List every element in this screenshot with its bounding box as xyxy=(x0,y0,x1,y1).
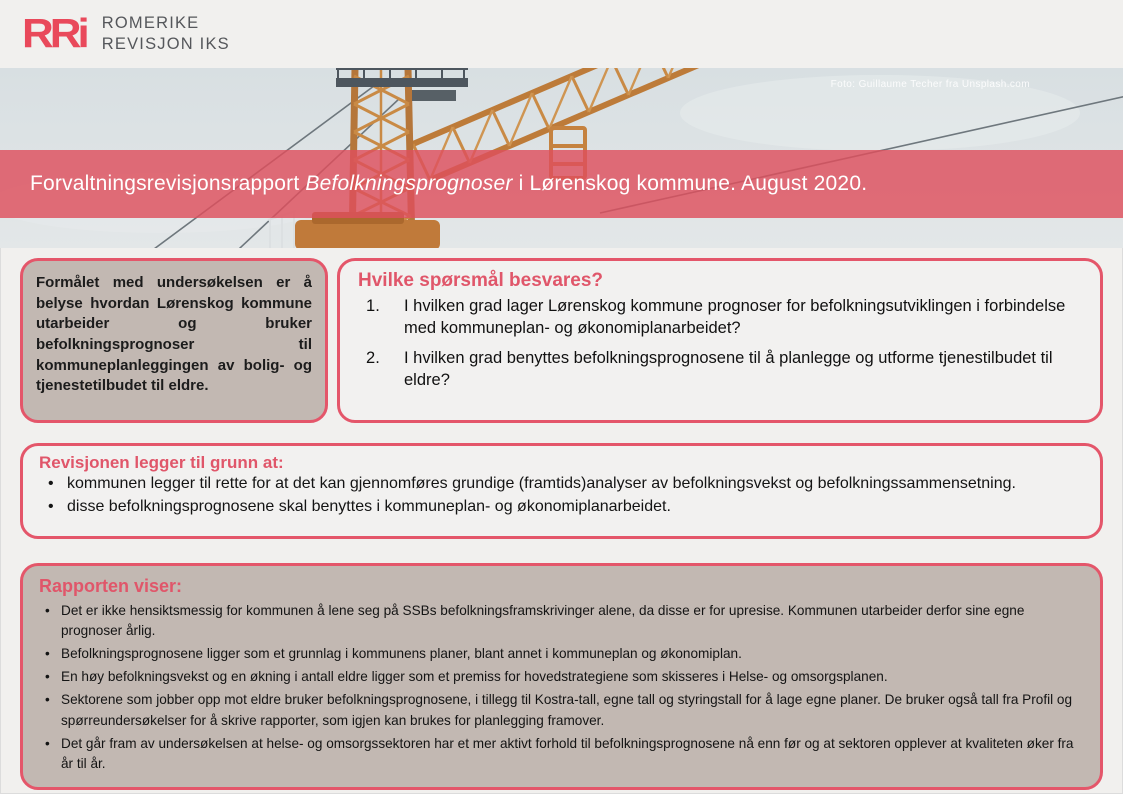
findings-heading: Rapporten viser: xyxy=(39,576,183,596)
title-report-name: Befolkningsprognoser xyxy=(305,172,513,195)
purpose-text: Formålet med undersøkelsen er å belyse hvordan Lørenskog kommune utarbeider og bruker befolkningsprognoser til kommuneplanleggingen av bolig- og tjenestetilbudet til eldre. xyxy=(36,274,312,395)
content-area xyxy=(0,248,1123,790)
findings-list xyxy=(39,601,1084,774)
list-item: I hvilken grad lager Lørenskog kommune prognoser for befolkningsutviklingen i forbindelse med kommuneplan- og økonomiplanarbeidet? xyxy=(404,297,1066,338)
list-item: • Det er ikke hensiktsmessig for kommunen å lene seg på SSBs befolkningsframskrivinger alene, da disse er for upresise. Kommunen utarbeider derfor sine egne prognoser årlig. xyxy=(39,601,1084,641)
questions-box xyxy=(337,258,1103,423)
purpose-box xyxy=(20,258,328,423)
premises-box xyxy=(20,443,1103,539)
list-item: • kommunen legger til rette for at det kan gjennomføres grundige (framtids)analyser av befolkningsvekst og befolkningssammensetning. xyxy=(39,473,1084,494)
brand-name-line1: ROMERIKE xyxy=(101,14,200,33)
page-title xyxy=(30,172,867,196)
questions-list xyxy=(358,295,1082,391)
list-item: I hvilken grad benyttes befolkningsprognosene til å planlegge og utforme tjenestilbudet til eldre? xyxy=(404,348,1053,389)
list-item: • En høy befolkningsvekst og en økning i antall eldre ligger som et premiss for hovedstrategiene som skisseres i Helse- og omsorgsplanen. xyxy=(39,667,1084,687)
premises-heading: Revisjonen legger til grunn at: xyxy=(39,453,284,472)
header xyxy=(0,0,1123,68)
list-item: • Sektorene som jobber opp mot eldre bruker befolkningsprognosene, i tillegg til Kostra-tall, egne tall og styringstall for å lage egne planer. De bruker også tall fra Profil og spørreundersøkelser for å skrive rapporter, som igjen kan brukes for planlegging framover. xyxy=(39,690,1084,730)
brand-name-line2: REVISJON IKS xyxy=(101,35,230,53)
list-item: • Det går fram av undersøkelsen at helse- og omsorgssektoren har et mer aktivt forhold til befolkningsprognosene nå enn før og at sektoren opplever at kvaliteten øker fra år til år. xyxy=(39,734,1084,774)
rri-logo-icon: RRi xyxy=(22,11,86,57)
title-prefix: Forvaltningsrevisjonsrapport xyxy=(30,172,306,195)
brand-name xyxy=(102,13,230,54)
premises-list xyxy=(39,473,1084,517)
photo-credit: Foto: Guillaume Techer fra Unsplash.com xyxy=(830,79,1030,90)
questions-heading: Hvilke spørsmål besvares? xyxy=(358,270,604,291)
hero-image xyxy=(0,68,1123,248)
list-item: • disse befolkningsprognosene skal benyttes i kommuneplan- og økonomiplanarbeidet. xyxy=(39,496,1084,517)
list-item: • Befolkningsprognosene ligger som et grunnlag i kommunens planer, blant annet i kommuneplan og økonomiplan. xyxy=(39,644,1084,664)
findings-box xyxy=(20,563,1103,790)
title-banner xyxy=(0,150,1123,218)
title-suffix: i Lørenskog kommune. August 2020. xyxy=(512,172,868,195)
